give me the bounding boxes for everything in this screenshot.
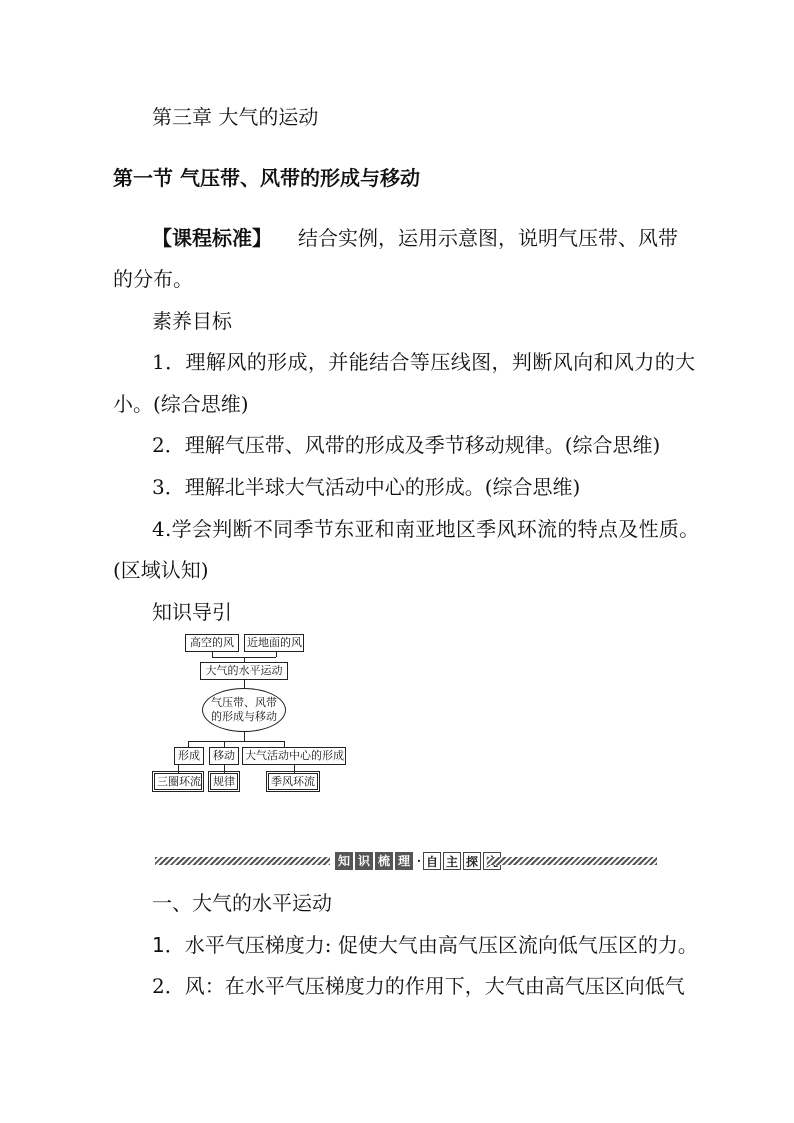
chapter-title: 第三章 大气的运动 <box>152 105 319 129</box>
map-connector <box>244 657 245 662</box>
body-item-2: 2．风：在水平气压梯度力的作用下，大气由高气压区向低气 <box>152 974 685 998</box>
map-connector <box>188 741 284 742</box>
map-connector <box>188 741 189 747</box>
objective-3: 3．理解北半球大气活动中心的形成。(综合思维) <box>152 475 581 499</box>
map-box-formation: 形成 <box>174 747 204 765</box>
map-connector <box>294 765 295 773</box>
banner-char: 理 <box>395 852 413 870</box>
map-connector <box>212 657 276 658</box>
course-standard-line1 <box>152 226 678 250</box>
banner-char: 主 <box>443 852 461 870</box>
body-item-1-text: : 促使大气由高气压区流向低气压区的力。 <box>324 933 698 957</box>
banner-label <box>335 851 503 871</box>
knowledge-map-heading: 知识导引 <box>152 600 232 624</box>
section-title: 第一节 气压带、风带的形成与移动 <box>113 166 420 190</box>
map-box-upper-wind: 高空的风 <box>185 634 239 652</box>
banner-dot: · <box>416 854 422 868</box>
map-connector <box>244 732 245 741</box>
banner-char: 识 <box>355 852 373 870</box>
map-center-ellipse <box>202 688 286 732</box>
body-item-1 <box>152 933 698 957</box>
objective-2: 2．理解气压带、风带的形成及季节移动规律。(综合思维) <box>152 433 661 457</box>
course-standard-line2: 的分布。 <box>113 267 193 291</box>
section-banner <box>155 851 657 871</box>
map-connector <box>244 680 245 688</box>
map-box-surface-wind: 近地面的风 <box>244 634 304 652</box>
banner-char: 知 <box>335 852 353 870</box>
map-box-three-cell: 三圈环流 <box>154 773 202 790</box>
objective-4-line2: (区域认知) <box>113 558 209 582</box>
course-standard-tag: 【课程标准】 <box>152 226 272 250</box>
body-heading-1: 一、大气的水平运动 <box>152 891 332 915</box>
map-connector <box>178 765 179 773</box>
objective-1-line2: 小。(综合思维) <box>113 392 249 416</box>
map-box-pattern: 规律 <box>210 773 238 790</box>
map-center-line1: 气压带、风带 <box>211 696 277 709</box>
course-standard-text: 结合实例，运用示意图，说明气压带、风带 <box>298 226 678 250</box>
map-connector <box>212 652 213 657</box>
map-connector <box>224 741 225 747</box>
banner-hatch-left <box>155 857 330 865</box>
banner-char: 梳 <box>375 852 393 870</box>
map-box-movement: 移动 <box>209 747 239 765</box>
banner-char: 自 <box>423 852 441 870</box>
objective-1-line1: 1．理解风的形成，并能结合等压线图，判断风向和风力的大 <box>152 350 696 374</box>
map-connector <box>224 765 225 773</box>
objectives-heading: 素养目标 <box>152 309 232 333</box>
body-item-1-label: 1．水平气压梯度力 <box>152 933 325 957</box>
map-box-horizontal-motion: 大气的水平运动 <box>200 662 288 680</box>
banner-char: 探 <box>463 852 481 870</box>
map-center-line2: 的形成与移动 <box>211 710 277 723</box>
banner-hatch-right <box>487 857 657 865</box>
map-box-action-centers: 大气活动中心的形成 <box>242 747 346 765</box>
map-box-monsoon: 季风环流 <box>268 773 318 790</box>
objective-4-line1: 4.学会判断不同季节东亚和南亚地区季风环流的特点及性质。 <box>152 517 700 541</box>
map-connector <box>276 652 277 657</box>
map-connector <box>284 741 285 747</box>
